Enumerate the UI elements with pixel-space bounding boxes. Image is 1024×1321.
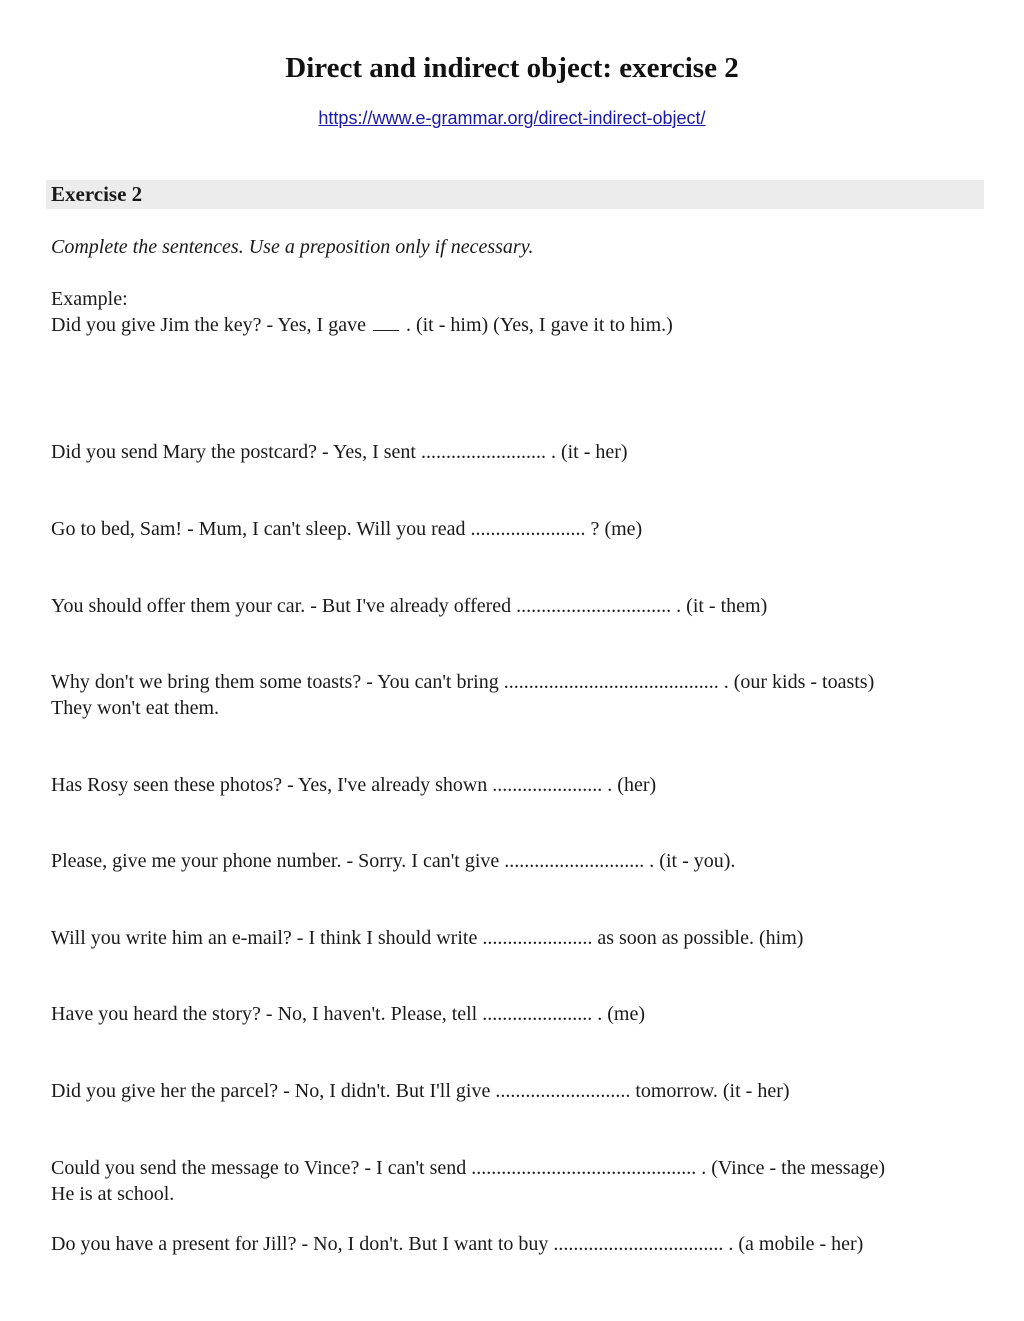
exercise-item-9: Did you give her the parcel? - No, I didn't. But I'll give ........................... tomorrow. (it - her): [51, 1080, 790, 1102]
exercise-item-8: Have you heard the story? - No, I haven't. Please, tell ...................... . (me): [51, 1003, 645, 1025]
exercise-item-5: Has Rosy seen these photos? - Yes, I've already shown ...................... . (her): [51, 774, 657, 796]
exercise-item-3: You should offer them your car. - But I've already offered ............................... . (it - them): [51, 595, 768, 617]
example-sentence: [51, 312, 673, 338]
example-label: Example:: [51, 288, 128, 310]
exercise-item-2: Go to bed, Sam! - Mum, I can't sleep. Will you read ....................... ? (me): [51, 518, 643, 540]
section-heading: Exercise 2: [51, 182, 143, 206]
section-header-bar: [46, 180, 984, 209]
example-after: . (it - him) (Yes, I gave it to him.): [405, 314, 673, 336]
exercise-item-6: Please, give me your phone number. - Sorry. I can't give ............................ . (it - you).: [51, 850, 736, 872]
document-title: Direct and indirect object: exercise 2: [285, 52, 739, 84]
exercise-item-10: Could you send the message to Vince? - I can't send ............................................. . (Vince - the message): [51, 1157, 885, 1179]
source-link[interactable]: https://www.e-grammar.org/direct-indirect-object/: [318, 108, 706, 128]
exercise-item-7: Will you write him an e-mail? - I think I should write ...................... as soon as possible. (him): [51, 927, 804, 949]
example-before: Did you give Jim the key? - Yes, I gave: [51, 314, 366, 336]
exercise-item-4-continued: They won't eat them.: [51, 697, 219, 719]
exercise-item-10-continued: He is at school.: [51, 1183, 175, 1205]
exercise-item-11: Do you have a present for Jill? - No, I don't. But I want to buy .................................. . (a mobile - her): [51, 1233, 864, 1255]
example-blank: [373, 316, 399, 331]
instruction-text: Complete the sentences. Use a preposition only if necessary.: [51, 236, 534, 258]
exercise-item-1: Did you send Mary the postcard? - Yes, I sent ......................... . (it - her): [51, 441, 628, 463]
exercise-item-4: Why don't we bring them some toasts? - You can't bring ........................................... . (our kids - toasts): [51, 671, 875, 693]
